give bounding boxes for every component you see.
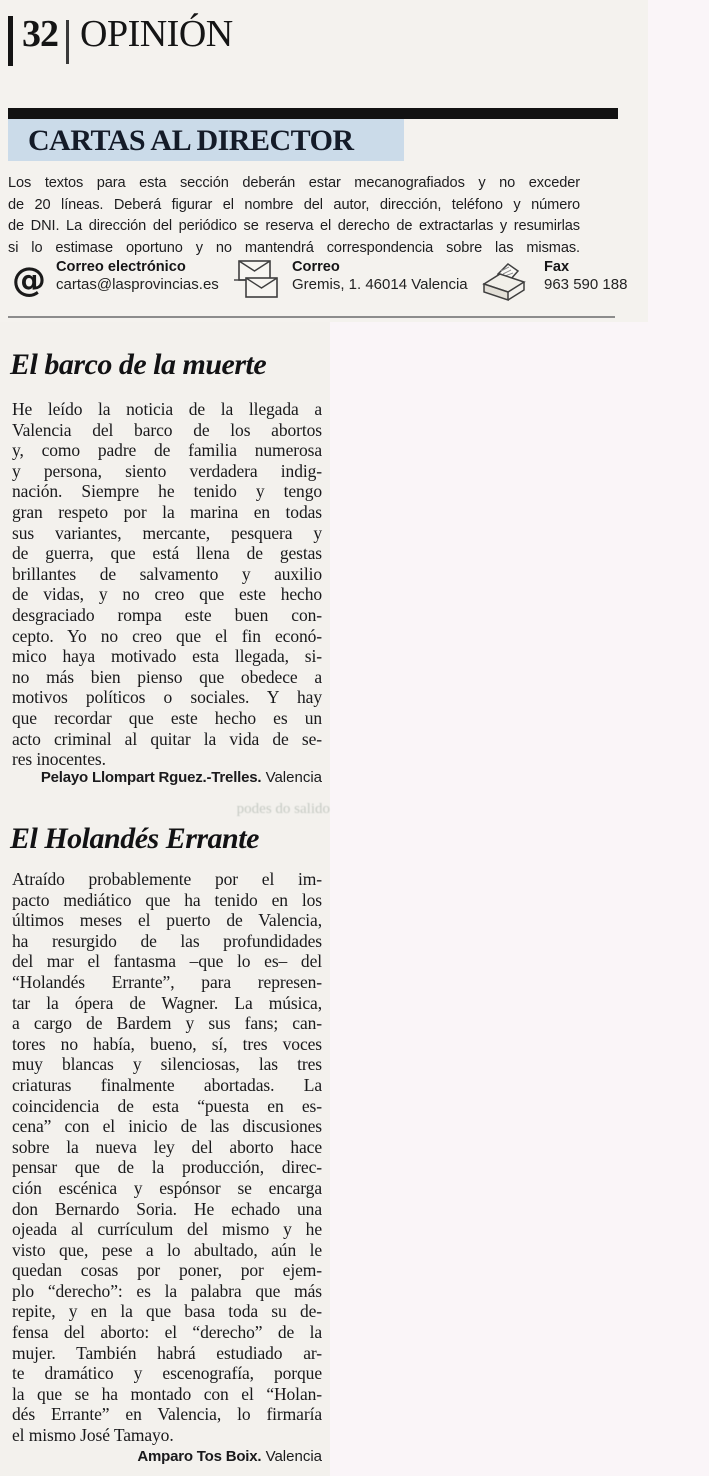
contact-mail-label: Correo (292, 259, 340, 275)
text-line: muy blancas y silenciosas, las tres (12, 1054, 322, 1075)
text-line: don Bernardo Soria. He echado una (12, 1198, 322, 1219)
masthead-black-rule (8, 108, 618, 119)
section-title: OPINIÓN (80, 13, 233, 55)
text-line: He leído la noticia de la llegada a (12, 399, 322, 419)
contact-email-value: cartas@lasprovincias.es (56, 276, 219, 293)
text-line: de guerra, que está llena de gestas (12, 543, 322, 564)
contact-fax-label: Fax (544, 259, 570, 275)
text-line: a cargo de Bardem y sus fans; can- (12, 1013, 322, 1034)
letter-1-title: El barco de la muerte (10, 348, 267, 381)
text-line: cena” con el inicio de las discusiones (12, 1116, 322, 1137)
text-line: te dramático y escenografía, porque (12, 1363, 322, 1384)
text-line: ojeada al currículum del mismo y he (12, 1219, 322, 1240)
letter-2-place: Valencia (265, 1448, 322, 1465)
text-line: gran respeto por la marina en todas (12, 501, 322, 522)
text-line: res inocentes. (12, 749, 106, 770)
text-line: plo “derecho”: es la palabra que más (12, 1280, 322, 1301)
fax-icon (478, 258, 534, 306)
text-line: acto criminal al quitar la vida de se- (12, 728, 322, 749)
text-line: que recordar que este hecho es un (12, 707, 322, 728)
text-line: Los textos para esta sección deberán estar mecanografiados y no exceder (8, 175, 580, 191)
masthead-title: CARTAS AL DIRECTOR (28, 124, 354, 157)
page-number: 32 (22, 13, 58, 55)
text-line: desgraciado rompa este buen con- (12, 604, 322, 625)
header-edge-bar (8, 16, 13, 66)
text-line: motivos políticos o sociales. Y hay (12, 687, 322, 708)
text-line: de vidas, y no creo que este hecho (12, 584, 322, 605)
contact-strip-rule (8, 316, 615, 318)
text-line: pacto mediático que ha tenido en los (12, 889, 322, 910)
text-line: y persona, siento verdadera indig- (12, 460, 322, 481)
header-divider (66, 20, 69, 64)
text-line: sobre la nueva ley del aborto hace (12, 1136, 322, 1157)
text-line: mico haya motivado esta llegada, si- (12, 646, 322, 667)
text-line: ha resurgido de las profundidades (12, 930, 322, 951)
envelopes-icon (232, 258, 282, 302)
text-line: brillantes de salvamento y auxilio (12, 563, 322, 584)
text-line: cepto. Yo no creo que el fin econó- (12, 625, 322, 646)
text-line: visto que, pese a lo abultado, aún le (12, 1239, 322, 1260)
text-line: tar la ópera de Wagner. La música, (12, 992, 322, 1013)
text-line: repite, y en la que basa toda su de- (12, 1301, 322, 1322)
contact-mail (232, 258, 468, 310)
text-line: coincidencia de esta “puesta en es- (12, 1095, 322, 1116)
text-line: de 20 líneas. Deberá figurar el nombre del autor, dirección, teléfono y número (8, 196, 580, 213)
print-bleed-text: podes do salido (236, 801, 330, 817)
letter-1-signature (12, 769, 336, 786)
text-line: Valencia del barco de los abortos (12, 419, 322, 440)
contact-email (12, 258, 219, 310)
text-line: del mar el fantasma –que lo es– del (12, 951, 322, 972)
at-sign-icon: @ (12, 260, 46, 300)
letter-2-body (12, 869, 322, 1446)
text-line: últimos meses el puerto de Valencia, (12, 910, 322, 931)
text-line: de DNI. La dirección del periódico se reserva el derecho de extractarlas y resumirlas (8, 218, 580, 235)
text-line: y, como padre de familia numerosa (12, 440, 322, 461)
contact-fax-value: 963 590 188 (544, 276, 628, 293)
text-line: si lo estimase oportuno y no mantendrá correspondencia sobre las mismas. (8, 239, 580, 256)
letter-1-author: Pelayo Llompart Rguez.-Trelles. (40, 769, 262, 786)
text-line: Atraído probablemente por el im- (12, 869, 322, 889)
contact-fax (478, 258, 627, 310)
text-line: nación. Siempre he tenido y tengo (12, 481, 322, 502)
text-line: el mismo José Tamayo. (12, 1425, 174, 1446)
letter-1-place: Valencia (265, 769, 322, 786)
text-line: ción escénica y espónsor se encarga (12, 1177, 322, 1198)
contact-mail-value: Gremis, 1. 46014 Valencia (292, 276, 468, 293)
letter-1-body (12, 399, 322, 770)
text-line: la que se ha montado con el “Holan- (12, 1383, 322, 1404)
text-line: pensar que de la producción, direc- (12, 1157, 322, 1178)
text-line: fensa del aborto: el “derecho” de la (12, 1322, 322, 1343)
text-line: no más bien pienso que obedece a (12, 666, 322, 687)
text-line: sus variantes, mercante, pesquera y (12, 522, 322, 543)
section-intro-paragraph (8, 173, 580, 259)
text-line: mujer. También habrá estudiado ar- (12, 1342, 322, 1363)
text-line: “Holandés Errante”, para represen- (12, 971, 322, 992)
letter-2-title: El Holandés Errante (10, 822, 259, 855)
text-line: tores no había, bueno, sí, tres voces (12, 1033, 322, 1054)
letter-2-author: Amparo Tos Boix. (137, 1448, 262, 1465)
contact-email-label: Correo electrónico (56, 259, 186, 275)
text-line: quedan cosas por poner, por ejem- (12, 1260, 322, 1281)
letter-2-signature (12, 1448, 336, 1465)
text-line: criaturas finalmente abortadas. La (12, 1074, 322, 1095)
text-line: dés Errante” en Valencia, lo firmaría (12, 1404, 322, 1425)
